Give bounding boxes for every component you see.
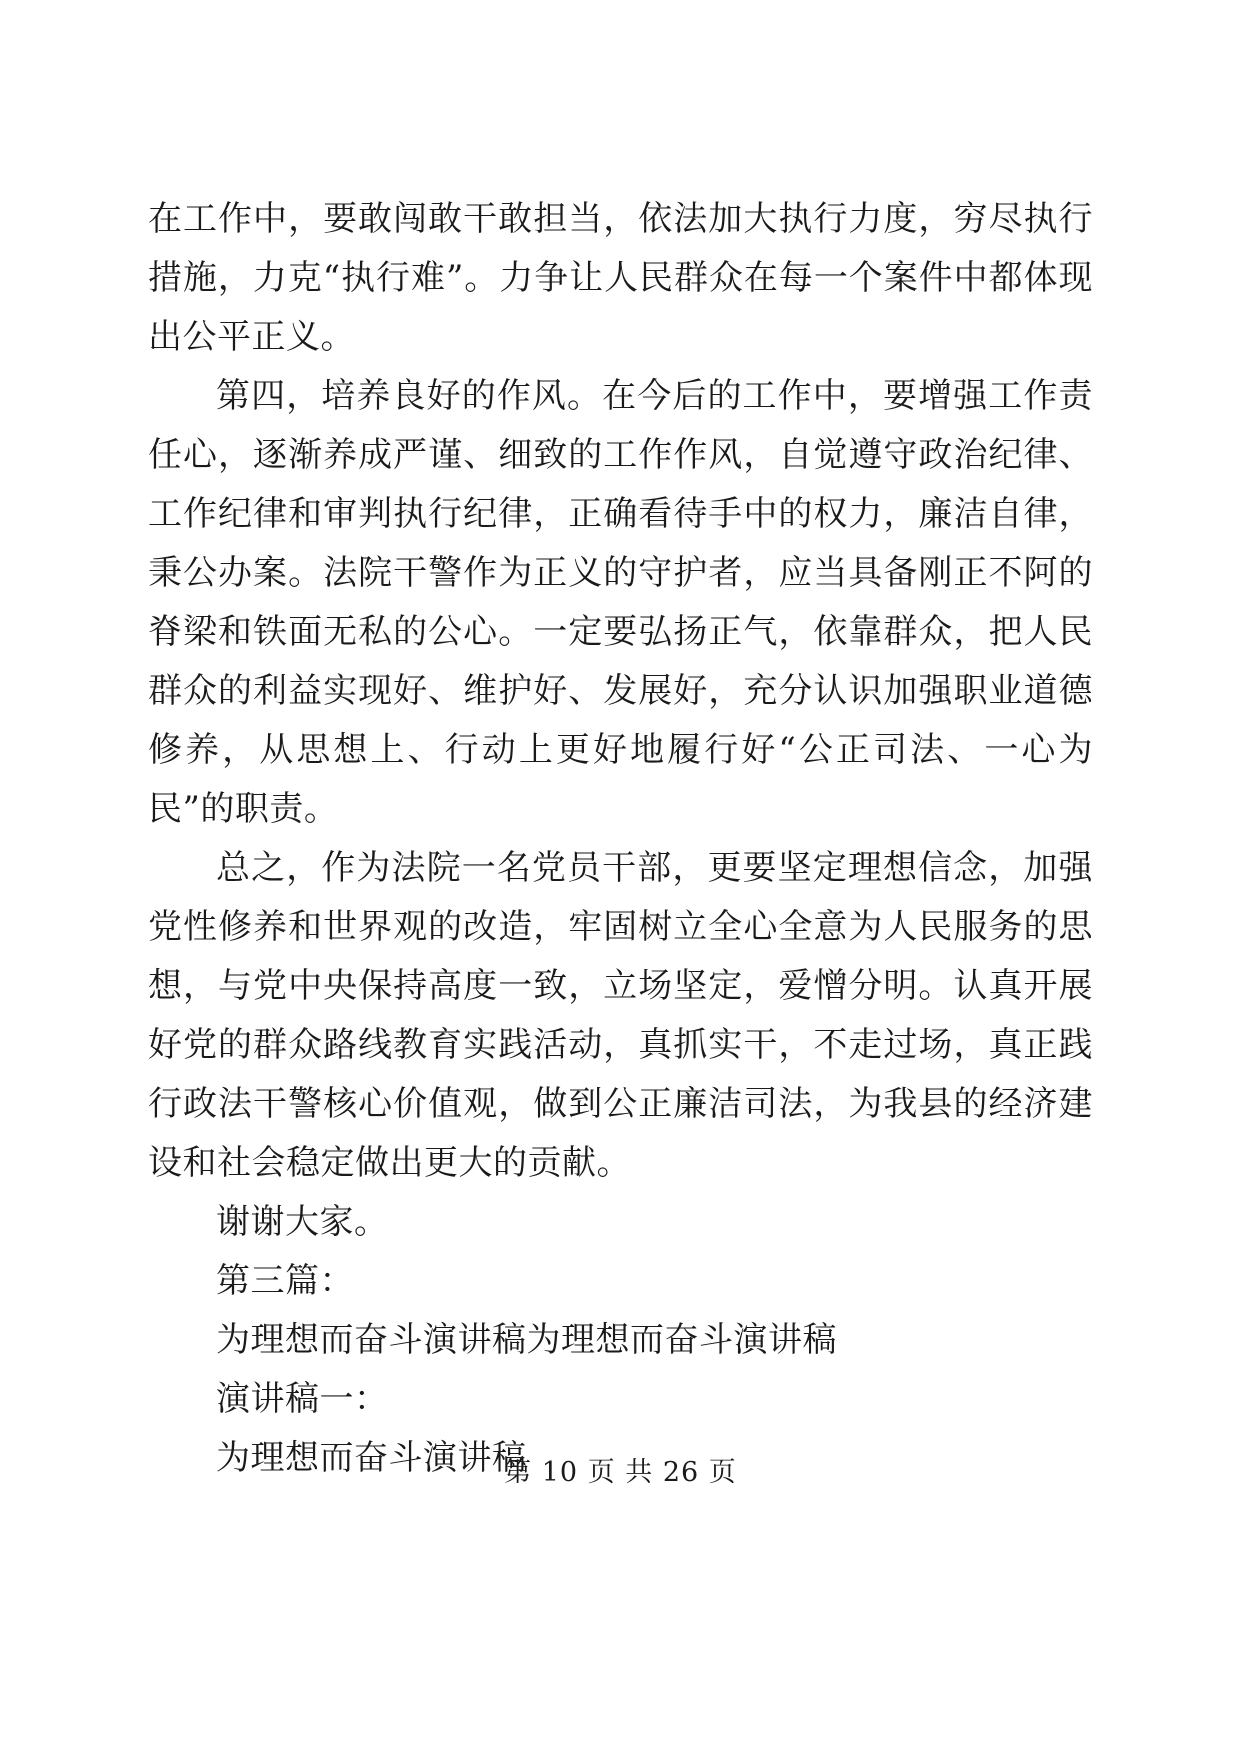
paragraph: 在工作中，要敢闯敢干敢担当，依法加大执行力度，穷尽执行措施，力克“执行难”。力争让人民群众在每一个案件中都体现出公平正义。 (148, 199, 1093, 357)
paragraph: 谢谢大家。 (216, 1202, 389, 1242)
paragraph: 为理想而奋斗演讲稿 (216, 1438, 527, 1478)
document-body (148, 190, 1093, 1488)
paragraph: 为理想而奋斗演讲稿为理想而奋斗演讲稿 (216, 1320, 837, 1360)
paragraph: 第四，培养良好的作风。在今后的工作中，要增强工作责任心，逐渐养成严谨、细致的工作作风，自觉遵守政治纪律、工作纪律和审判执行纪律，正确看待手中的权力，廉洁自律，秉公办案。法院干警作为正义的守护者，应当具备刚正不阿的脊梁和铁面无私的公心。一定要弘扬正气，依靠群众，把人民群众的利益实现好、维护好、发展好，充分认识加强职业道德修养，从思想上、行动上更好地履行好“公正司法、一心为民”的职责。 (148, 376, 1093, 829)
paragraph: 演讲稿一： (216, 1379, 389, 1419)
page-footer: 第 10 页 共 26 页 (504, 1457, 737, 1488)
paragraph: 总之，作为法院一名党员干部，更要坚定理想信念，加强党性修养和世界观的改造，牢固树立全心全意为人民服务的思想，与党中央保持高度一致，立场坚定，爱憎分明。认真开展好党的群众路线教育实践活动，真抓实干，不走过场，真正践行政法干警核心价值观，做到公正廉洁司法，为我县的经济建设和社会稳定做出更大的贡献。 (148, 848, 1093, 1183)
paragraph: 第三篇： (216, 1261, 354, 1301)
